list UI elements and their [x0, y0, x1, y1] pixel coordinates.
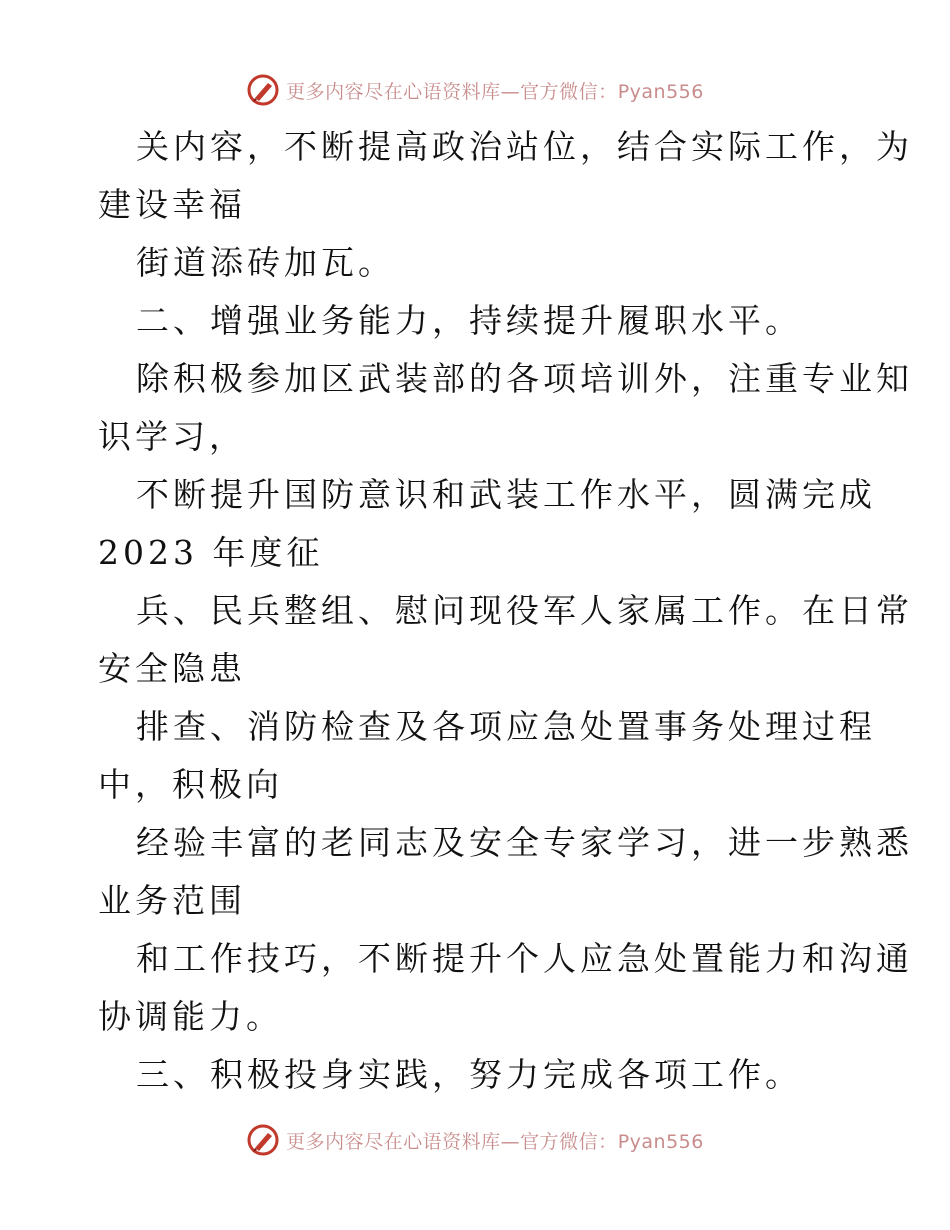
watermark-text	[286, 77, 704, 104]
watermark-official: 官方微信：	[520, 80, 618, 103]
text-line-2: 建设幸福	[98, 185, 246, 224]
footer-watermark	[0, 1120, 950, 1160]
document-body	[98, 118, 913, 1104]
watermark-main: 更多内容尽在心语资料库	[286, 80, 501, 103]
text-line-14: 业务范围	[98, 881, 246, 920]
watermark-text	[286, 1127, 704, 1154]
text-line-8: 2023 年度征	[98, 533, 324, 572]
text-line-11: 排查、消防检查及各项应急处置事务处理过程	[136, 707, 876, 746]
watermark-main: 更多内容尽在心语资料库	[286, 1130, 501, 1153]
section-heading-2: 二、增强业务能力，持续提升履职水平。	[136, 301, 802, 340]
text-line-10: 安全隐患	[98, 649, 246, 688]
pen-logo-icon	[246, 1123, 280, 1157]
header-watermark	[0, 70, 950, 110]
text-line-16: 协调能力。	[98, 997, 283, 1036]
text-line-13: 经验丰富的老同志及安全专家学习，进一步熟悉	[136, 823, 913, 862]
watermark-wechat-id: Pyan556	[617, 80, 704, 103]
text-line-6: 识学习，	[98, 417, 246, 456]
text-line-5: 除积极参加区武装部的各项培训外，注重专业知	[136, 359, 913, 398]
watermark-wechat-id: Pyan556	[617, 1130, 704, 1153]
text-line-12: 中，积极向	[98, 765, 283, 804]
watermark-dash: —	[500, 1130, 521, 1153]
text-line-3: 街道添砖加瓦。	[136, 243, 395, 282]
watermark-dash: —	[500, 80, 521, 103]
watermark-official: 官方微信：	[520, 1130, 618, 1153]
text-line-1: 关内容，不断提高政治站位，结合实际工作，为	[136, 127, 913, 166]
text-line-9: 兵、民兵整组、慰问现役军人家属工作。在日常	[136, 591, 913, 630]
text-line-15: 和工作技巧，不断提升个人应急处置能力和沟通	[136, 939, 913, 978]
text-line-7: 不断提升国防意识和武装工作水平，圆满完成	[136, 475, 876, 514]
section-heading-3: 三、积极投身实践，努力完成各项工作。	[136, 1055, 802, 1094]
pen-logo-icon	[246, 73, 280, 107]
